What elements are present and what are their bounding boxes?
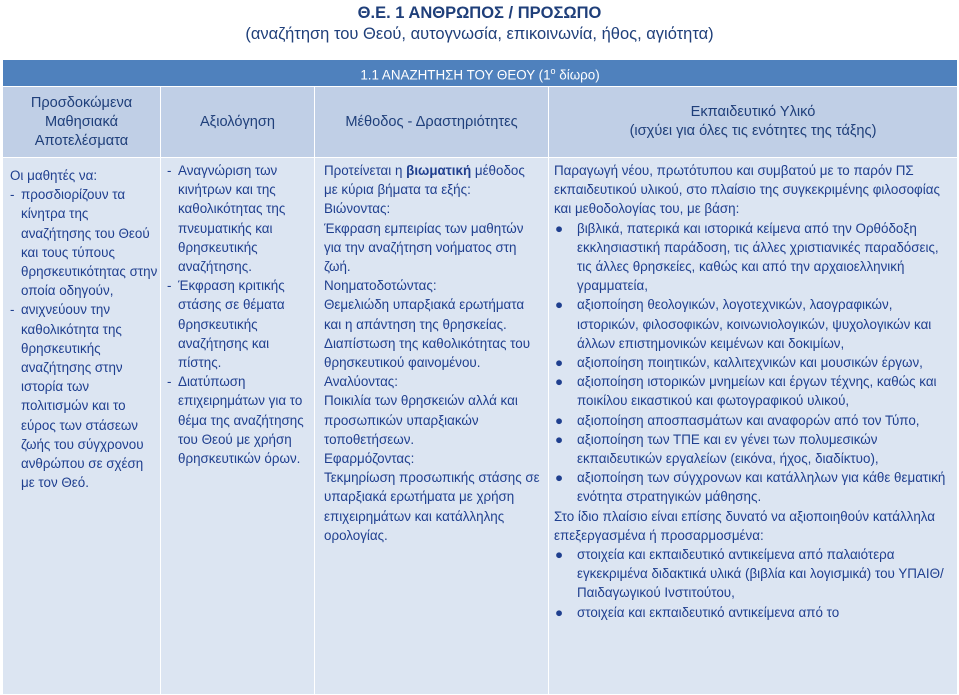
list-item <box>554 603 951 622</box>
curriculum-table <box>2 59 958 695</box>
outcome-text: ανιχνεύουν την καθολικότητα της θρησκευτικής αναζήτησης στην ιστορία των πολιτισμών και το εύρος των στάσεων ζωής του σύγχρονου ανθρώπου σε σχέση με τον Θεό. <box>21 302 144 491</box>
outcomes-intro: Οι μαθητές να: <box>10 168 98 183</box>
method-intro-text-end: μέθοδος με κύρια βήματα τα εξής: <box>324 163 525 198</box>
dash-marker: - <box>167 278 172 294</box>
bullet-icon: ● <box>555 431 564 447</box>
list-item <box>554 219 951 296</box>
header-method: Μέθοδος - Δραστηριότητες <box>315 87 549 158</box>
assessment-text: Διατύπωση επιχειρημάτων για το θέμα της αναζήτησης του Θεού με χρήση θρησκευτικών όρων. <box>178 374 304 467</box>
material-text: στοιχεία και εκπαιδευτικό αντικείμενα από το <box>577 604 840 620</box>
header-material <box>549 87 958 158</box>
header-assessment: Αξιολόγηση <box>161 87 315 158</box>
list-item <box>167 372 308 468</box>
assessment-text: Αναγνώριση των κινήτρων και της καθολικότητας της πνευματικής και θρησκευτικής αναζήτησης. <box>178 163 286 275</box>
section-heading-text-end: δίωρο) <box>555 67 600 83</box>
header-material-note: (ισχύει για όλες τις ενότητες της τάξης) <box>629 123 877 139</box>
bullet-icon: ● <box>555 412 564 428</box>
list-item <box>554 411 951 430</box>
assessment-text: Έκφραση κριτικής στάσης σε θέματα θρησκευτικής αναζήτησης και πίστης. <box>178 278 285 371</box>
assessment-cell <box>161 158 315 695</box>
title-subtitle: (αναζήτηση του Θεού, αυτογνωσία, επικοινωνία, ήθος, αγιότητα) <box>245 25 714 43</box>
step-text: Τεκμηρίωση προσωπικής στάσης σε υπαρξιακά ερωτήματα με χρήση επιχειρημάτων και κατάλληλης ορολογίας. <box>324 470 540 543</box>
bullet-icon: ● <box>555 374 564 390</box>
list-item <box>10 185 158 300</box>
method-intro-bold: βιωματική <box>406 163 472 178</box>
method-intro <box>324 161 540 199</box>
list-item <box>554 372 951 410</box>
material-list-2 <box>554 545 951 622</box>
bullet-icon: ● <box>555 220 564 236</box>
section-heading <box>3 60 958 87</box>
bullet-icon: ● <box>555 470 564 486</box>
step-text: Ποικιλία των θρησκειών αλλά και προσωπικών υπαρξιακών τοποθετήσεων. <box>324 393 518 447</box>
dash-marker: - <box>167 374 172 390</box>
method-cell <box>315 158 549 695</box>
list-item <box>554 353 951 372</box>
list-item <box>167 161 308 276</box>
material-text: στοιχεία και εκπαιδευτικό αντικείμενα από παλαιότερα εγκεκριμένα διδακτικά υλικά (βιβλία και λογισμικά) του ΥΠΑΙΘ/Παιδαγωγικού Ινστιτούτου, <box>577 547 944 601</box>
list-item <box>167 276 308 372</box>
bullet-icon: ● <box>555 604 564 620</box>
step-label: Νοηματοδοτώντας: <box>324 278 437 294</box>
dash-marker: - <box>167 163 172 178</box>
material-text: αξιοποίηση θεολογικών, λογοτεχνικών, λαογραφικών, ιστορικών, φιλοσοφικών, κοινωνιολογικών, ψυχολογικών και άλλων επιστημονικών κειμένων και δοκιμίων, <box>577 297 932 351</box>
method-intro-text: Προτείνεται η <box>324 163 407 178</box>
list-item <box>554 545 951 603</box>
outcomes-cell <box>3 158 161 695</box>
material-intro: Παραγωγή νέου, πρωτότυπου και συμβατού με το παρόν ΠΣ εκπαιδευτικού υλικού, στο πλαίσιο της συγκεκριμένης φιλοσοφίας και μεθοδολογίας του, με βάση: <box>554 163 940 217</box>
material-text: αξιοποίηση των σύγχρονων και κατάλληλων για κάθε θεματική ενότητα στρατηγικών μάθησης. <box>577 470 946 505</box>
step-text: Θεμελιώδη υπαρξιακά ερωτήματα και η απάντηση της θρησκείας. Διαπίστωση της καθολικότητας του θρησκευτικού φαινομένου. <box>324 297 531 371</box>
material-text: βιβλικά, πατερικά και ιστορικά κείμενα από την Ορθόδοξη εκκλησιαστική παράδοση, τις άλλες χριστιανικές παραδόσεις, τις άλλες θρησκείες, καθώς και από την αρχαιοελληνική γραμματεία, <box>577 220 939 294</box>
section-heading-text: 1.1 ΑΝΑΖΗΤΗΣΗ ΤΟΥ ΘΕΟΥ (1 <box>360 67 551 83</box>
material-list <box>554 219 951 507</box>
list-item <box>554 295 951 353</box>
material-middle: Στο ίδιο πλαίσιο είναι επίσης δυνατό να αξιοποιηθούν κατάλληλα επεξεργασμένα ή προσαρμοσμένα: <box>554 508 936 543</box>
header-outcomes <box>3 87 161 158</box>
list-item <box>10 300 158 492</box>
step-text: Έκφραση εμπειρίας των μαθητών για την αναζήτηση νοήματος στη ζωή. <box>324 220 524 275</box>
material-text: αξιοποίηση ποιητικών, καλλιτεχνικών και μουσικών έργων, <box>577 355 923 371</box>
page-title <box>0 3 959 45</box>
step-label: Βιώνοντας: <box>324 201 391 217</box>
material-text: αξιοποίηση των ΤΠΕ και εν γένει των πολυμεσικών εκπαιδευτικών εργαλείων (εικόνα, ήχος, διαδίκτυο), <box>577 431 879 467</box>
material-text: αξιοποίηση ιστορικών μνημείων και έργων τέχνης, καθώς και ποικίλου εικαστικού και φωτογραφικού υλικού, <box>577 374 937 409</box>
material-text: αξιοποίηση αποσπασμάτων και αναφορών από τον Τύπο, <box>577 412 920 428</box>
bullet-icon: ● <box>555 297 564 313</box>
dash-marker: - <box>10 302 15 318</box>
section-heading-sup: ο <box>550 65 556 76</box>
outcome-text: προσδιορίζουν τα κίνητρα της αναζήτησης του Θεού και τους τύπους θρησκευτικότητας στην οποία οδηγούν, <box>21 187 158 299</box>
step-label: Εφαρμόζοντας: <box>324 451 415 467</box>
dash-marker: - <box>10 187 15 203</box>
step-label: Αναλύοντας: <box>324 374 398 390</box>
material-cell <box>549 158 958 695</box>
header-outcomes-label: Προσδοκώμενα Μαθησιακά Αποτελέσματα <box>30 94 133 149</box>
list-item <box>554 430 951 468</box>
bullet-icon: ● <box>555 547 564 563</box>
title-main: Θ.Ε. 1 ΑΝΘΡΩΠΟΣ / ΠΡΟΣΩΠΟ <box>357 4 602 22</box>
header-material-title: Εκπαιδευτικό Υλικό <box>690 104 816 120</box>
bullet-icon: ● <box>555 355 564 371</box>
list-item <box>554 468 951 506</box>
